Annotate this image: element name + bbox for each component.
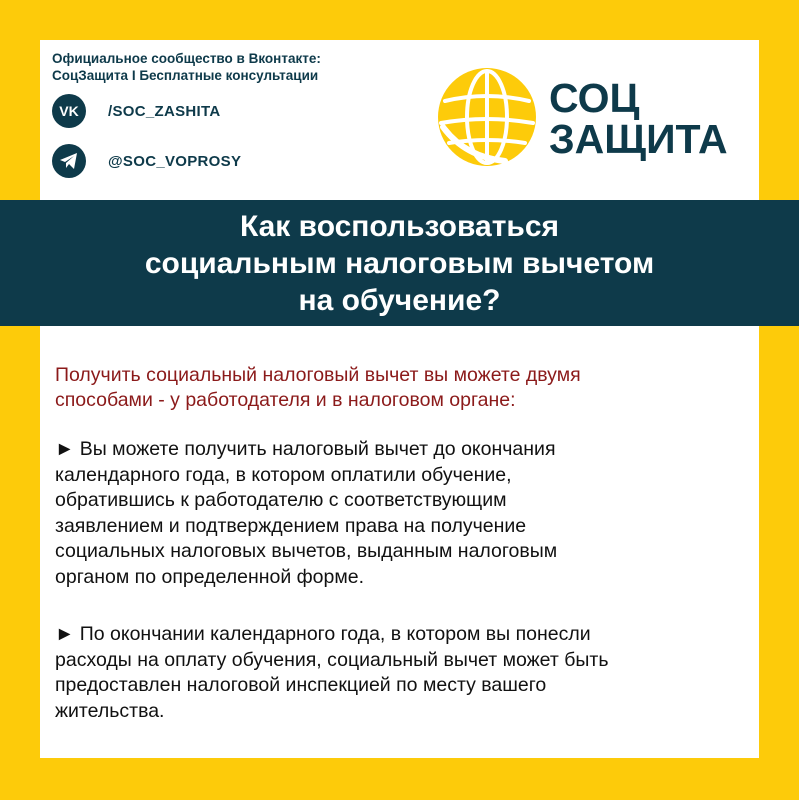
telegram-handle[interactable]: @SOC_VOPROSY — [108, 152, 242, 170]
svg-text:VK: VK — [59, 104, 79, 118]
vk-handle[interactable]: /SOC_ZASHITA — [108, 102, 221, 120]
paragraph-line: ► Вы можете получить налоговый вычет до окончания — [55, 438, 556, 460]
title-line-3: на обучение? — [298, 283, 501, 317]
telegram-link[interactable] — [52, 144, 241, 178]
brand-line-2: ЗАЩИТА — [549, 116, 728, 162]
vk-icon — [52, 94, 86, 128]
intro-line: способами - у работодателя и в налоговом органе: — [55, 389, 516, 411]
community-line-1: Официальное сообщество в Вконтакте: — [52, 51, 321, 66]
community-info — [52, 50, 432, 84]
paragraph-line: обратившись к работодателю с соответствующим — [55, 489, 507, 511]
paragraph-employer — [55, 437, 755, 590]
paragraph-line: социальных налоговых вычетов, выданным налоговым — [55, 540, 558, 562]
globe-logo-icon — [435, 65, 539, 169]
intro-line: Получить социальный налоговый вычет вы можете двумя — [55, 364, 581, 386]
paragraph-line: жительства. — [55, 699, 165, 722]
paragraph-line: календарного года, в котором оплатили обучение, — [55, 463, 512, 486]
intro-text — [55, 363, 745, 413]
community-line-2: СоцЗащита I Бесплатные консультации — [52, 68, 319, 83]
title-line-2: социальным налоговым вычетом — [144, 246, 655, 280]
paragraph-line: органом по определенной форме. — [55, 565, 365, 588]
telegram-icon — [52, 144, 86, 178]
brand-line-1: СОЦ — [549, 75, 640, 121]
vk-link[interactable] — [52, 94, 221, 128]
paragraph-line: ► По окончании календарного года, в котором вы понесли — [55, 623, 591, 645]
title-banner — [0, 200, 799, 326]
brand-name — [549, 75, 728, 162]
title-line-1: Как воспользоваться — [239, 209, 560, 243]
paragraph-line: расходы на оплату обучения, социальный вычет может быть — [55, 648, 609, 671]
paragraph-line: заявлением и подтверждением права на получение — [55, 514, 527, 537]
paragraph-tax-office — [55, 622, 755, 724]
paragraph-line: предоставлен налоговой инспекцией по месту вашего — [55, 674, 547, 696]
